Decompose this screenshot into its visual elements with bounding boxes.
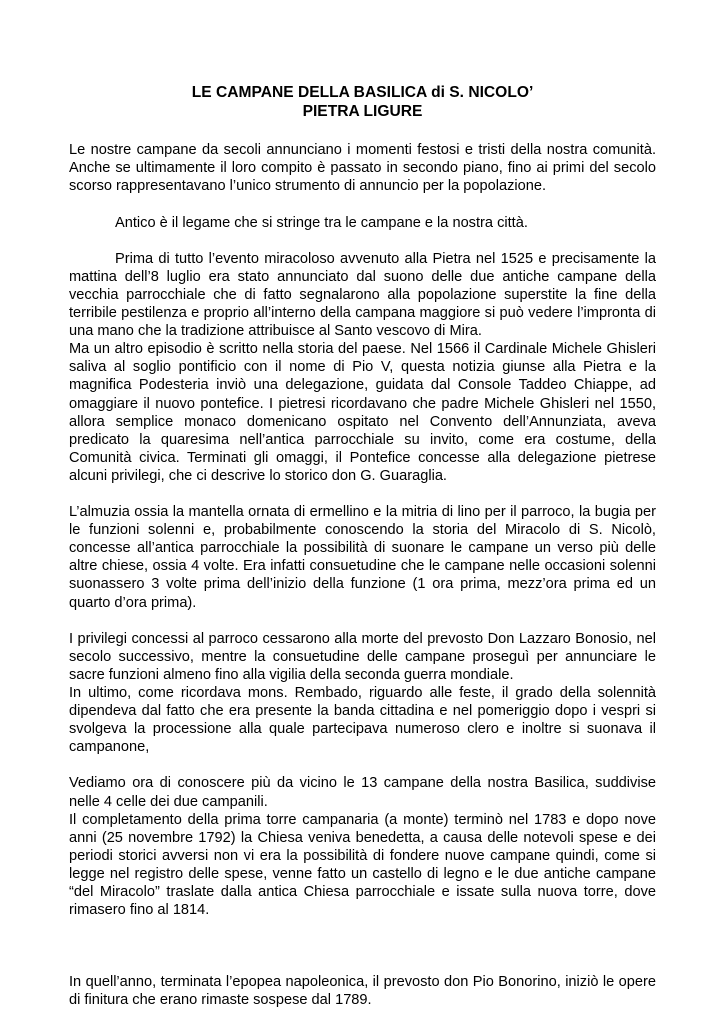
spacer <box>69 756 656 774</box>
spacer <box>69 919 656 973</box>
paragraph-thirteen-bells: Vediamo ora di conoscere più da vicino le 13 campane della nostra Basilica, suddivise nelle 4 celle dei due campanili. <box>69 775 656 810</box>
spacer <box>69 195 656 213</box>
paragraph-ancient-bond: Antico è il legame che si stringe tra le campane e la nostra città. <box>115 214 528 231</box>
spacer <box>69 232 656 250</box>
paragraph-napoleonic: In quell’anno, terminata l’epopea napoleonica, il prevosto don Pio Bonorino, iniziò le opere di finitura che erano rimaste sospese dal 1789. <box>69 974 656 1009</box>
title-line-location: PIETRA LIGURE <box>302 102 423 120</box>
paragraph-feasts: In ultimo, come ricordava mons. Rembado, riguardo alle feste, il grado della solennità dipendeva dal fatto che era presente la banda cittadina e nel pomeriggio dopo i vespri si svolgeva la processione alla quale partecipava numeroso clero e inoltre si suonava il campanone, <box>69 685 656 756</box>
spacer <box>69 121 656 141</box>
paragraph-privileges-ended: I privilegi concessi al parroco cessarono alla morte del prevosto Don Lazzaro Bonosio, nel secolo successivo, mentre la consuetudine delle campane proseguì per annunciare le sacre funzioni almeno fino alla vigilia della seconda guerra mondiale. <box>69 630 656 683</box>
document-page <box>69 84 656 1009</box>
spacer <box>69 612 656 630</box>
paragraph-pio-v: Ma un altro episodio è scritto nella storia del paese. Nel 1566 il Cardinale Michele Ghisleri saliva al soglio pontificio con il nome di Pio V, questa notizia giunse alla Pietra e la magnifica Podesteria inviò una delegazione, guidata dal Console Taddeo Chiappe, ad omaggiare il nuovo pontefice. I pietresi ricordavano che padre Michele Ghisleri nel 1550, allora semplice monaco domenicano ospitato nel Convento dell’Annunziata, aveva predicato la quaresima nell’antica parrocchiale su invito, come era costume, della Comunità civica. Terminati gli omaggi, il Pontefice concesse alla delegazione pietrese alcuni privilegi, che ci descrive lo storico don G. Guaraglia. <box>69 341 656 484</box>
document-title <box>69 84 656 121</box>
spacer <box>69 485 656 503</box>
paragraph-bell-tower: Il completamento della prima torre campanaria (a monte) terminò nel 1783 e dopo nove anni (25 novembre 1792) la Chiesa veniva benedetta, a causa delle notevoli spese e dei periodi storici avversi non vi era la possibilità di fondere nuove campane quindi, come si legge nel registro delle spese, venne fatto un castello di legno e le due antiche campane “del Miracolo” traslate dalla antica Chiesa parrocchiale e issate sulla nuova torre, dove rimasero fino al 1814. <box>69 811 656 919</box>
paragraph-miracle-1525: Prima di tutto l’evento miracoloso avvenuto alla Pietra nel 1525 e precisamente la mattina dell’8 luglio era stato annunciato dal suono delle due antiche campane della vecchia parrocchiale che di fatto segnalarono alla popolazione superstite la fine della terribile pestilenza e proprio all’interno della campana maggiore si può vedere l’impronta di una mano che la tradizione attribuisce al Santo vescovo di Mira. <box>69 250 656 340</box>
title-line-main: LE CAMPANE DELLA BASILICA di S. NICOLO’ <box>191 84 534 101</box>
paragraph-intro: Le nostre campane da secoli annunciano i momenti festosi e tristi della nostra comunità. Anche se ultimamente il loro compito è passato in secondo piano, fino ai primi del secolo scorso rappresentavano l’unico strumento di annuncio per la popolazione. <box>69 142 656 195</box>
paragraph-privileges: L’almuzia ossia la mantella ornata di ermellino e la mitria di lino per il parroco, la bugia per le funzioni solenni e, probabilmente conoscendo la storia del Miracolo di S. Nicolò, concesse all’antica parrocchiale la possibilità di suonare le campane un verso più delle altre chiese, ossia 4 volte. Era infatti consuetudine che le campane nelle occasioni solenni suonassero 3 volte prima dell’inizio della funzione (1 ora prima, mezz’ora prima ed un quarto d’ora prima). <box>69 504 656 611</box>
